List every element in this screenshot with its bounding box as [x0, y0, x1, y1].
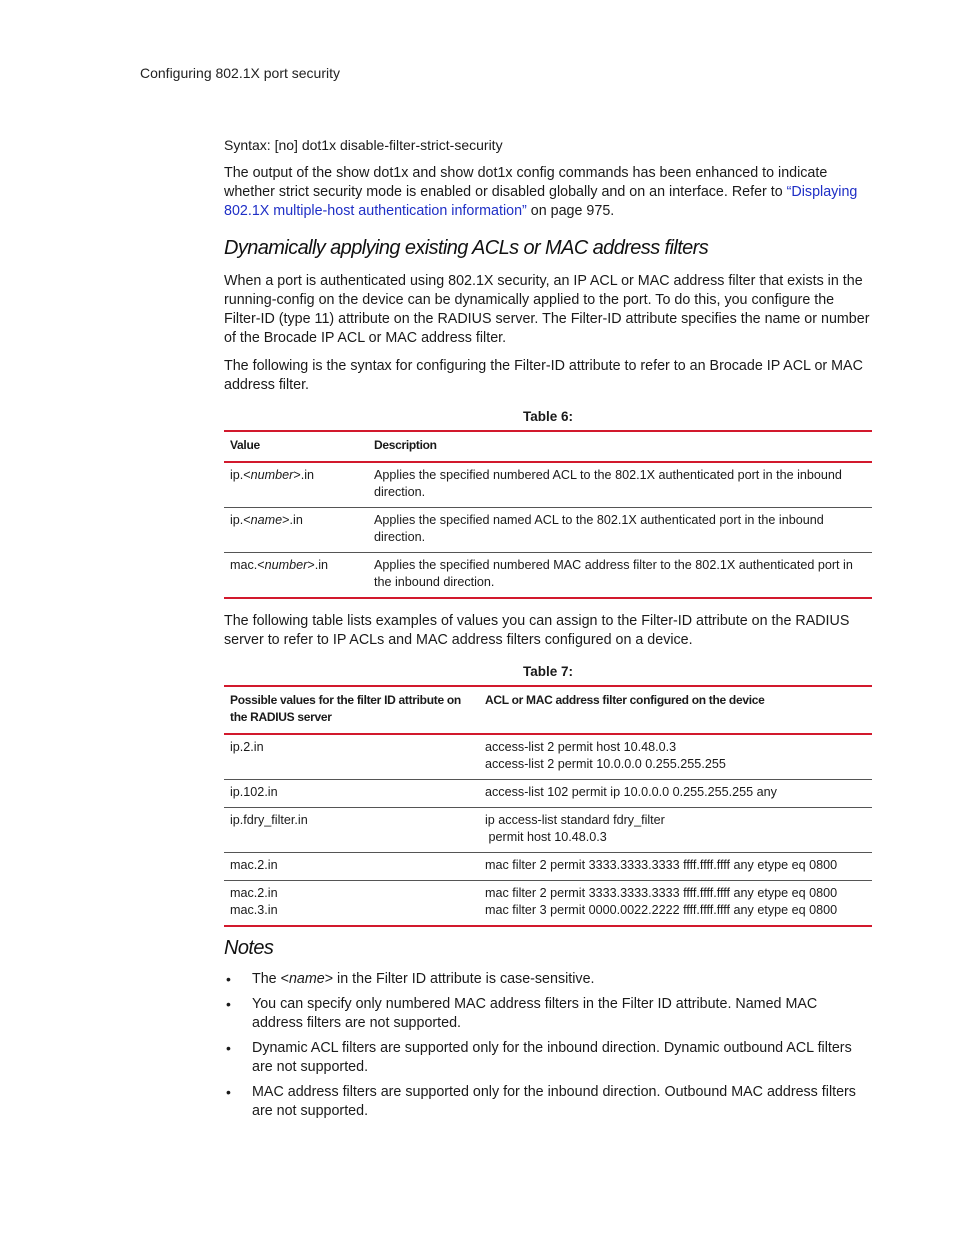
- bullet-icon: •: [226, 971, 231, 987]
- syntax-optional: [no]: [274, 137, 298, 153]
- value-variable: name: [250, 513, 283, 527]
- bullet-icon: •: [226, 1084, 231, 1100]
- section-paragraph-3: The following table lists examples of values you can assign to the Filter-ID attribute on the RADIUS server to refer to IP ACLs and MAC address filters configured on a device.: [224, 613, 850, 648]
- table6-value-cell: [224, 462, 368, 508]
- bullet-icon: •: [226, 1040, 231, 1056]
- command-show-dot1x: show dot1x: [336, 165, 409, 181]
- syntax-label: Syntax:: [224, 137, 271, 153]
- filter-line: access-list 2 permit host 10.48.0.3: [485, 740, 677, 754]
- notes-list: [224, 970, 872, 1121]
- filter-id-value: ip.fdry_filter.in: [230, 813, 308, 827]
- table7-value-cell: [224, 734, 479, 780]
- table6-description-cell: Applies the specified named ACL to the 802.1X authenticated port in the inbound direction.: [368, 508, 872, 553]
- filter-id-value: mac.2.in: [230, 858, 278, 872]
- table-row: [224, 808, 872, 853]
- table-row: [224, 553, 872, 599]
- intro-text-3: commands has been enhanced to indicate whether strict security mode is enabled or disabled globally and on an interface. Refer to: [224, 165, 828, 200]
- intro-text-4: on page 975.: [526, 203, 615, 219]
- page-content: [224, 136, 872, 1127]
- table-row: [224, 881, 872, 927]
- table7-header-filter-id: Possible values for the filter ID attribute on the RADIUS server: [224, 686, 479, 734]
- list-item: [224, 970, 872, 989]
- table-row: [224, 780, 872, 808]
- list-item: [224, 1083, 872, 1121]
- table6-description-cell: Applies the specified numbered MAC address filter to the 802.1X authenticated port in the inbound direction.: [368, 553, 872, 599]
- value-suffix: >.in: [293, 468, 315, 482]
- syntax-command: dot1x disable-filter-strict-security: [301, 137, 503, 153]
- table7: [224, 685, 872, 927]
- list-item: [224, 995, 872, 1033]
- table7-header-acl: ACL or MAC address filter configured on the device: [479, 686, 872, 734]
- filter-id-value: ip.2.in: [230, 740, 264, 754]
- list-item: [224, 1039, 872, 1077]
- table7-filter-cell: [479, 808, 872, 853]
- table7-header-row: [224, 686, 872, 734]
- table6-header-description: Description: [368, 431, 872, 462]
- filter-id-value: ip.102.in: [230, 785, 278, 799]
- value-suffix: >.in: [307, 558, 329, 572]
- intro-paragraph: [224, 164, 872, 221]
- table7-value-cell: [224, 780, 479, 808]
- value-variable: number: [250, 468, 294, 482]
- table6-value-cell: [224, 553, 368, 599]
- value-prefix: ip.<: [230, 468, 251, 482]
- filter-line: permit host 10.48.0.3: [485, 830, 607, 844]
- filter-id-value: mac.2.in: [230, 886, 278, 900]
- syntax-line: [224, 136, 872, 155]
- table7-value-cell: [224, 808, 479, 853]
- note-text: The <: [252, 971, 289, 987]
- running-header: Configuring 802.1X port security: [140, 65, 340, 81]
- table7-value-cell: [224, 853, 479, 881]
- notes-heading: Notes: [224, 937, 274, 959]
- table7-caption: Table 7:: [522, 664, 573, 679]
- table-row: [224, 462, 872, 508]
- intro-text-1: The output of the: [224, 165, 337, 181]
- note-text: You can specify only numbered MAC address filters in the Filter ID attribute. Named MAC address filters are not supported.: [252, 996, 818, 1031]
- table-row: [224, 734, 872, 780]
- value-suffix: >.in: [282, 513, 303, 527]
- intro-text-2: and: [408, 165, 441, 181]
- table6-header-row: [224, 431, 872, 462]
- filter-line: mac filter 2 permit 3333.3333.3333 ffff.ffff.ffff any etype eq 0800: [485, 858, 838, 872]
- filter-line: access-list 102 permit ip 10.0.0.0 0.255.255.255 any: [485, 785, 777, 799]
- table6-value-cell: [224, 508, 368, 553]
- note-text: > in the Filter ID attribute is case-sensitive.: [324, 971, 595, 987]
- filter-line: mac filter 3 permit 0000.0022.2222 ffff.ffff.ffff any etype eq 0800: [485, 903, 838, 917]
- filter-line: access-list 2 permit 10.0.0.0 0.255.255.255: [485, 757, 726, 771]
- command-show-dot1x-config: show dot1x config: [440, 165, 555, 181]
- section-paragraph-1: When a port is authenticated using 802.1X security, an IP ACL or MAC address filter that exists in the running-config on the device can be dynamically applied to the port. To do this, you configure the Filter-ID (type 11) attribute on the RADIUS server. The Filter-ID attribute specifies the name or number of the Brocade IP ACL or MAC address filter.: [224, 273, 870, 346]
- table7-filter-cell: [479, 734, 872, 780]
- value-prefix: ip.<: [230, 513, 251, 527]
- table6-caption: Table 6:: [522, 409, 573, 424]
- note-text: MAC address filters are supported only for the inbound direction. Outbound MAC address filters are not supported.: [252, 1084, 856, 1119]
- table6-description-cell: Applies the specified numbered ACL to the 802.1X authenticated port in the inbound direction.: [368, 462, 872, 508]
- cross-reference-link[interactable]: “Displaying 802.1X multiple-host authentication information”: [224, 184, 858, 219]
- section-heading: Dynamically applying existing ACLs or MAC address filters: [224, 237, 709, 259]
- table-row: [224, 853, 872, 881]
- filter-line: ip access-list standard fdry_filter: [485, 813, 665, 827]
- note-variable: name: [288, 971, 325, 987]
- table7-filter-cell: [479, 881, 872, 927]
- table6-header-value: Value: [224, 431, 368, 462]
- note-text: Dynamic ACL filters are supported only for the inbound direction. Dynamic outbound ACL filters are not supported.: [252, 1040, 852, 1075]
- table7-filter-cell: [479, 780, 872, 808]
- table-row: [224, 508, 872, 553]
- value-prefix: mac.<: [230, 558, 265, 572]
- filter-line: mac filter 2 permit 3333.3333.3333 ffff.ffff.ffff any etype eq 0800: [485, 886, 838, 900]
- section-paragraph-2: The following is the syntax for configuring the Filter-ID attribute to refer to an Brocade IP ACL or MAC address filter.: [224, 358, 863, 393]
- filter-id-value: mac.3.in: [230, 903, 278, 917]
- table7-filter-cell: [479, 853, 872, 881]
- bullet-icon: •: [226, 996, 231, 1012]
- value-variable: number: [264, 558, 308, 572]
- table6: [224, 430, 872, 599]
- table7-value-cell: [224, 881, 479, 927]
